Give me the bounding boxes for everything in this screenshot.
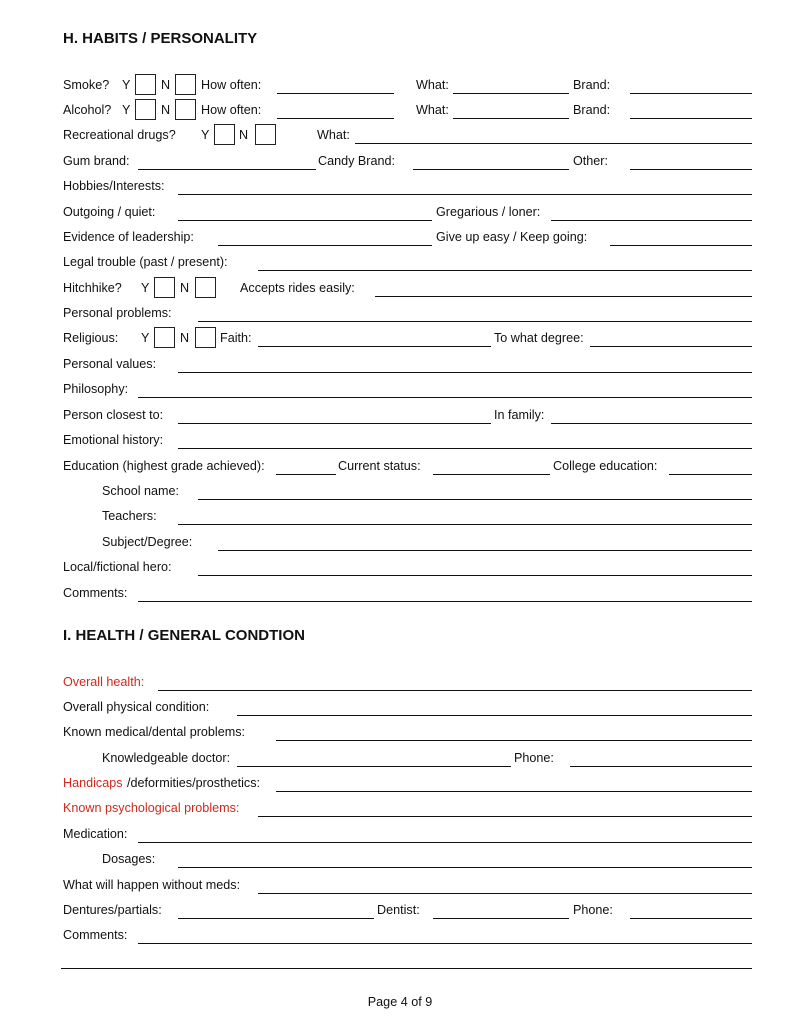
without-meds-label: What will happen without meds: (63, 878, 241, 892)
alcohol-how-often-label: How often: (201, 103, 262, 117)
religious-degree-label: To what degree: (494, 331, 584, 345)
handicaps-rest-label: /deformities/prosthetics: (127, 776, 260, 790)
checkbox[interactable] (255, 124, 276, 145)
checkbox[interactable] (195, 277, 216, 298)
doctor-label-label: Knowledgeable doctor: (102, 751, 231, 765)
religious-faith-label: Faith: (220, 331, 252, 345)
input-line[interactable] (178, 372, 752, 373)
input-line[interactable] (218, 245, 432, 246)
input-line[interactable] (138, 601, 752, 602)
smoke-how-often-label: How often: (201, 78, 262, 92)
checkbox[interactable] (154, 277, 175, 298)
input-line[interactable] (138, 169, 316, 170)
input-line[interactable] (258, 893, 752, 894)
input-line[interactable] (630, 118, 752, 119)
checkbox[interactable] (195, 327, 216, 348)
input-line[interactable] (178, 867, 752, 868)
education-status-label: Current status: (338, 459, 421, 473)
input-line[interactable] (178, 423, 491, 424)
input-line[interactable] (551, 423, 752, 424)
hero-label: Local/fictional hero: (63, 560, 172, 574)
legal-label: Legal trouble (past / present): (63, 255, 228, 269)
emotional-label: Emotional history: (63, 433, 164, 447)
input-line[interactable] (610, 245, 752, 246)
input-line[interactable] (198, 321, 752, 322)
input-line[interactable] (258, 346, 491, 347)
medical-label: Known medical/dental problems: (63, 725, 246, 739)
comments-label: Comments: (63, 586, 128, 600)
input-line[interactable] (355, 143, 752, 144)
input-line[interactable] (277, 118, 394, 119)
input-line[interactable] (138, 397, 752, 398)
outgoing-label-label: Outgoing / quiet: (63, 205, 156, 219)
smoke-what-label: What: (416, 78, 449, 92)
input-line[interactable] (258, 270, 752, 271)
problems-label: Personal problems: (63, 306, 172, 320)
hobbies-label: Hobbies/Interests: (63, 179, 165, 193)
input-line[interactable] (630, 93, 752, 94)
hitchhike-y-label: Y (141, 281, 150, 295)
input-line[interactable] (178, 220, 432, 221)
input-line[interactable] (453, 118, 569, 119)
education-label-label: Education (highest grade achieved): (63, 459, 265, 473)
section-i-title: I. HEALTH / GENERAL CONDTION (63, 627, 305, 644)
dentures-phone-label: Phone: (573, 903, 613, 917)
input-line[interactable] (198, 499, 752, 500)
doctor-phone-label: Phone: (514, 751, 554, 765)
hitchhike-label-label: Hitchhike? (63, 281, 122, 295)
gum-other-label: Other: (573, 154, 608, 168)
input-line[interactable] (138, 842, 752, 843)
overall-health-label: Overall health: (63, 675, 145, 689)
input-line[interactable] (413, 169, 569, 170)
input-line[interactable] (276, 474, 336, 475)
input-line[interactable] (277, 93, 394, 94)
closest-label-label: Person closest to: (63, 408, 164, 422)
philosophy-label: Philosophy: (63, 382, 129, 396)
drugs-n-label: N (239, 128, 249, 142)
input-line[interactable] (453, 93, 569, 94)
alcohol-what-label: What: (416, 103, 449, 117)
smoke-y-label: Y (122, 78, 131, 92)
smoke-n-label: N (161, 78, 171, 92)
input-line[interactable] (178, 194, 752, 195)
input-line[interactable] (630, 918, 752, 919)
dentures-label-label: Dentures/partials: (63, 903, 162, 917)
checkbox[interactable] (214, 124, 235, 145)
values-label: Personal values: (63, 357, 157, 371)
footer-divider (61, 968, 752, 969)
leadership-give-up-label: Give up easy / Keep going: (436, 230, 588, 244)
religious-y-label: Y (141, 331, 150, 345)
smoke-brand-label: Brand: (573, 78, 611, 92)
smoke-label-label: Smoke? (63, 78, 110, 92)
handicaps-red-label: Handicaps (63, 776, 123, 790)
input-line[interactable] (433, 474, 550, 475)
input-line[interactable] (138, 943, 752, 944)
input-line[interactable] (198, 575, 752, 576)
input-line[interactable] (258, 816, 752, 817)
medication-label: Medication: (63, 827, 128, 841)
section-h-title: H. HABITS / PERSONALITY (63, 30, 258, 47)
input-line[interactable] (237, 766, 511, 767)
input-line[interactable] (375, 296, 752, 297)
school-label: School name: (102, 484, 180, 498)
input-line[interactable] (276, 791, 752, 792)
checkbox[interactable] (135, 74, 156, 95)
drugs-label-label: Recreational drugs? (63, 128, 176, 142)
physical-label: Overall physical condition: (63, 700, 210, 714)
page-number: Page 4 of 9 (367, 995, 433, 1009)
leadership-label-label: Evidence of leadership: (63, 230, 194, 244)
checkbox[interactable] (175, 74, 196, 95)
input-line[interactable] (551, 220, 752, 221)
religious-label-label: Religious: (63, 331, 119, 345)
input-line[interactable] (630, 169, 752, 170)
drugs-y-label: Y (201, 128, 210, 142)
input-line[interactable] (237, 715, 752, 716)
input-line[interactable] (178, 524, 752, 525)
outgoing-gregarious-label: Gregarious / loner: (436, 205, 541, 219)
subject-label: Subject/Degree: (102, 535, 193, 549)
input-line[interactable] (178, 918, 374, 919)
input-line[interactable] (158, 690, 752, 691)
hitchhike-rides-label: Accepts rides easily: (240, 281, 355, 295)
alcohol-n-label: N (161, 103, 171, 117)
comments-label: Comments: (63, 928, 128, 942)
input-line[interactable] (570, 766, 752, 767)
hitchhike-n-label: N (180, 281, 190, 295)
dentures-dentist-label: Dentist: (377, 903, 420, 917)
checkbox[interactable] (154, 327, 175, 348)
input-line[interactable] (218, 550, 752, 551)
drugs-what-label: What: (317, 128, 350, 142)
alcohol-brand-label: Brand: (573, 103, 611, 117)
gum-label-label: Gum brand: (63, 154, 130, 168)
input-line[interactable] (178, 448, 752, 449)
education-college-label: College education: (553, 459, 658, 473)
input-line[interactable] (433, 918, 569, 919)
alcohol-label-label: Alcohol? (63, 103, 112, 117)
input-line[interactable] (590, 346, 752, 347)
input-line[interactable] (669, 474, 752, 475)
religious-n-label: N (180, 331, 190, 345)
input-line[interactable] (276, 740, 752, 741)
teachers-label: Teachers: (102, 509, 157, 523)
psych-label: Known psychological problems: (63, 801, 240, 815)
checkbox[interactable] (175, 99, 196, 120)
alcohol-y-label: Y (122, 103, 131, 117)
dosages-label: Dosages: (102, 852, 156, 866)
checkbox[interactable] (135, 99, 156, 120)
closest-family-label: In family: (494, 408, 545, 422)
gum-candy-label: Candy Brand: (318, 154, 396, 168)
